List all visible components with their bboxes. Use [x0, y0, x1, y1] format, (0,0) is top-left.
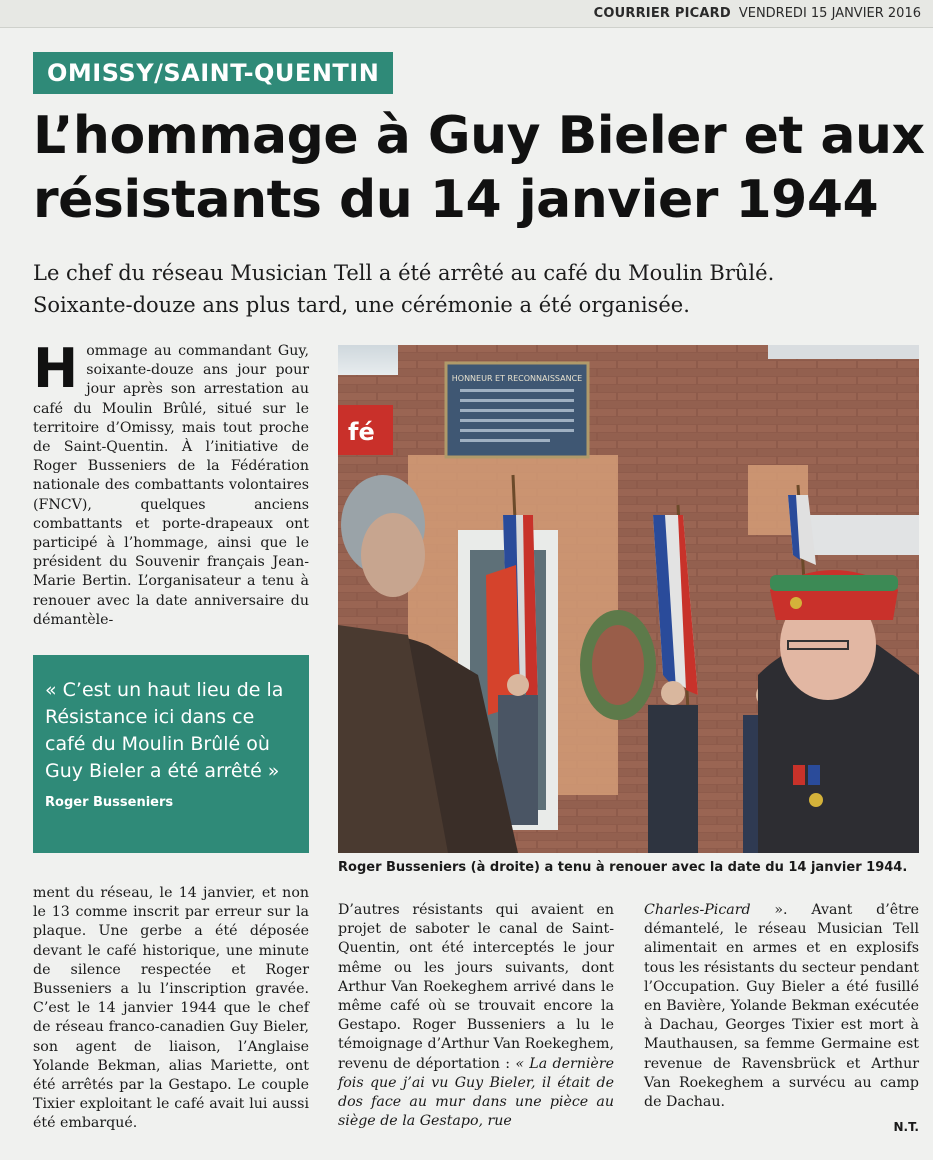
cafe-sign-text: fé: [348, 418, 375, 446]
article-deck: [33, 257, 918, 321]
lead-text: ommage au commandant Guy, soixante-douze ans jour pour jour après son arrestation au café du Moulin Brûlé, situé sur le territoire d’Omissy, mais tout proche de Saint-Quentin. À l’initiative de Roger Busseniers de la Fédération nationale des combattants volontaires (FNCV), quelques anciens combattants et porte-drapeaux ont participé à l’hommage, ainsi que le président du Souvenir français Jean-Marie Bertin. L’organisateur a tenu à renouer avec la date anniversaire du démantèle-: [33, 343, 309, 628]
pull-quote-text: « C’est un haut lieu de la Résistance ici dans ce café du Moulin Brûlé où Guy Bieler a été arrêté »: [45, 679, 284, 782]
section-kicker: OMISSY/SAINT-QUENTIN: [33, 52, 393, 94]
headline-line-1: L’hommage à Guy Bieler et aux: [33, 106, 925, 166]
publication-date: VENDREDI 15 JANVIER 2016: [738, 6, 921, 21]
pull-quote-author: Roger Busseniers: [45, 795, 174, 810]
body-column-3-text: ». Avant d’être démantelé, le réseau Musician Tell alimentait en armes et en explosifs tous les résistants du secteur pendant l’Occupation. Guy Bieler a été fusillé en Bavière, Yolande Bekman exécutée à Dachau, Georges Tixier est mort à Mauthausen, sa femme Germaine est revenue de Ravensbrück et Arthur Van Roekeghem a survécu au camp de Dachau.: [644, 902, 919, 1111]
body-column-2: [338, 901, 614, 1131]
body-column-2-paragraph: [338, 901, 614, 1131]
headline-line-2: résistants du 14 janvier 1944: [33, 170, 879, 230]
body-column-3-paragraph: [644, 901, 919, 1112]
drop-cap: H: [33, 337, 79, 400]
body-column-2-text: D’autres résistants qui avaient en projet de saboter le canal de Saint-Quentin, ont été interceptés le jour même ou les jours suivants, dont Arthur Van Roekeghem arrivé dans le même café où se trouvait encore la Gestapo. Roger Busseniers a lu le témoignage d’Arthur Van Roekeghem, revenu de déportation :: [338, 902, 614, 1072]
body-column-1-text: ment du réseau, le 14 janvier, et non le 13 comme inscrit par erreur sur la plaque. Une gerbe a été déposée devant le café historique, une minute de silence respectée et Roger Busseniers a lu l’inscription gravée. C’est le 14 janvier 1944 que le chef de réseau franco-canadien Guy Bieler, son agent de liaison, l’Anglaise Yolande Bekman, alias Mariette, ont été arrêtés par la Gestapo. Le couple Tixier exploitant le café avait lui aussi été embarqué.: [33, 885, 309, 1132]
ceremony-photo-illustration: [338, 345, 919, 853]
body-column-2-quote: « La dernière fois que j’ai vu Guy Bieler, il était de dos face au mur dans une pièce au siège de la Gestapo, rue: [338, 1055, 614, 1130]
plaque-title: HONNEUR ET RECONNAISSANCE: [451, 374, 583, 383]
ceremony-photo: [338, 345, 919, 853]
pull-quote: [33, 655, 309, 853]
lead-paragraph: [33, 337, 309, 630]
deck-line-1: Le chef du réseau Musician Tell a été arrêté au café du Moulin Brûlé.: [33, 261, 775, 285]
body-column-3-quote: Charles-Picard: [644, 902, 751, 918]
author-signature: N.T.: [893, 1120, 919, 1135]
photo-caption: Roger Busseniers (à droite) a tenu à renouer avec la date du 14 janvier 1944.: [338, 860, 908, 875]
deck-line-2: Soixante-douze ans plus tard, une cérémonie a été organisée.: [33, 293, 690, 317]
article-headline: [33, 104, 925, 232]
body-column-1: [33, 884, 309, 1134]
page-header: [0, 0, 933, 28]
publication-name: COURRIER PICARD: [593, 6, 731, 21]
body-column-3: [644, 901, 919, 1137]
